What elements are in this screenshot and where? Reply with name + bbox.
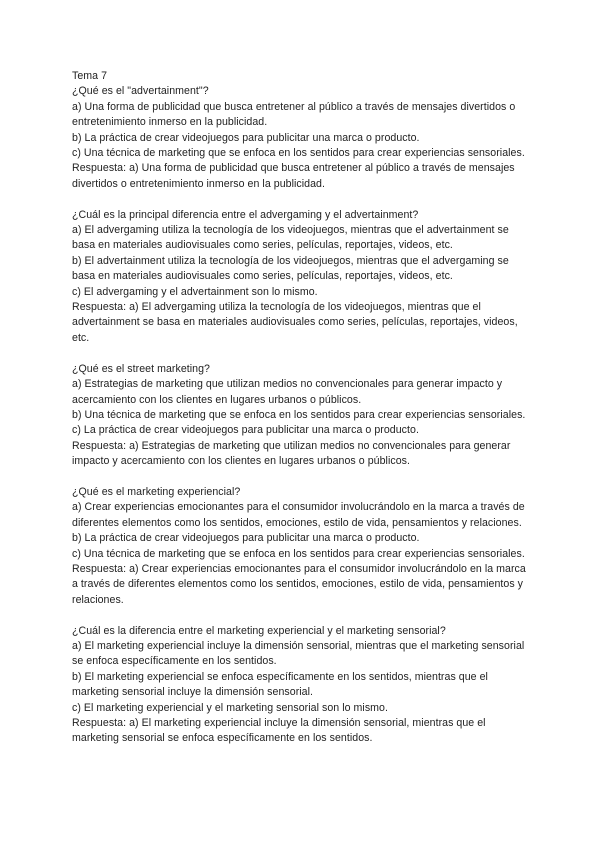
question-text: ¿Qué es el street marketing? xyxy=(72,362,211,375)
answer-text: Respuesta: a) Estrategias de marketing que utilizan medios no convencionales para generar impacto y acercamiento con los clientes en lugares urbanos o públicos. xyxy=(72,439,511,468)
option-a: a) Crear experiencias emocionantes para el consumidor involucrándolo en la marca a través de diferentes elementos como los sentidos, emociones, estilo de vida, pensamientos y relaciones. xyxy=(72,501,525,529)
option-c: c) Una técnica de marketing que se enfoca en los sentidos para crear experiencias sensoriales. xyxy=(72,147,525,160)
option-c: c) La práctica de crear videojuegos para publicitar una marca o producto. xyxy=(72,424,419,437)
question-block-4 xyxy=(72,485,534,608)
question-block-5 xyxy=(72,624,534,747)
option-b: b) La práctica de crear videojuegos para publicitar una marca o producto. xyxy=(72,532,420,545)
document-title: Tema 7 xyxy=(72,70,108,82)
option-a: a) El marketing experiencial incluye la dimensión sensorial, mientras que el marketing sensorial se enfoca específicamente en los sentidos. xyxy=(72,639,525,668)
answer-text: Respuesta: a) El advergaming utiliza la tecnología de los videojuegos, mientras que el advertainment se basa en materiales audiovisuales como series, películas, reportajes, videos, etc. xyxy=(72,301,518,344)
option-b: b) El advertainment utiliza la tecnología de los videojuegos, mientras que el advergaming se basa en materiales audiovisuales como series, películas, reportajes, videos, etc. xyxy=(72,254,509,283)
question-text: ¿Cuál es la diferencia entre el marketing experiencial y el marketing sensorial? xyxy=(72,624,446,637)
option-c: c) El marketing experiencial y el marketing sensorial son lo mismo. xyxy=(72,701,388,714)
option-b: b) El marketing experiencial se enfoca específicamente en los sentidos, mientras que el marketing sensorial incluye la dimensión sensorial. xyxy=(72,670,488,699)
question-text: ¿Qué es el marketing experiencial? xyxy=(72,485,241,498)
question-block-1 xyxy=(72,69,534,192)
question-block-3 xyxy=(72,362,534,470)
question-text: ¿Cuál es la principal diferencia entre el advergaming y el advertainment? xyxy=(72,208,419,221)
answer-text: Respuesta: a) Crear experiencias emocionantes para el consumidor involucrándolo en la marca a través de diferentes elementos como los sentidos, emociones, estilo de vida, pensamientos y relaciones. xyxy=(72,562,526,606)
option-c: c) El advergaming y el advertainment son lo mismo. xyxy=(72,285,318,298)
option-b: b) La práctica de crear videojuegos para publicitar una marca o producto. xyxy=(72,131,420,144)
option-c: c) Una técnica de marketing que se enfoca en los sentidos para crear experiencias sensoriales. xyxy=(72,547,525,560)
option-a: a) Estrategias de marketing que utilizan medios no convencionales para generar impacto y acercamiento con los clientes en lugares urbanos o públicos. xyxy=(72,378,503,406)
option-a: a) Una forma de publicidad que busca entretener al público a través de mensajes divertidos o entretenimiento inmerso en la publicidad. xyxy=(72,100,516,129)
answer-text: Respuesta: a) Una forma de publicidad que busca entretener al público a través de mensajes divertidos o entretenimiento inmerso en la publicidad. xyxy=(72,162,515,190)
question-block-2 xyxy=(72,208,534,347)
document-content xyxy=(72,69,534,747)
question-text: ¿Qué es el "advertainment"? xyxy=(72,85,209,98)
option-b: b) Una técnica de marketing que se enfoca en los sentidos para crear experiencias sensoriales. xyxy=(72,408,526,421)
option-a: a) El advergaming utiliza la tecnología de los videojuegos, mientras que el advertainment se basa en materiales audiovisuales como series, películas, reportajes, videos, etc. xyxy=(72,224,509,252)
answer-text: Respuesta: a) El marketing experiencial incluye la dimensión sensorial, mientras que el marketing sensorial se enfoca específicamente en los sentidos. xyxy=(72,717,486,745)
